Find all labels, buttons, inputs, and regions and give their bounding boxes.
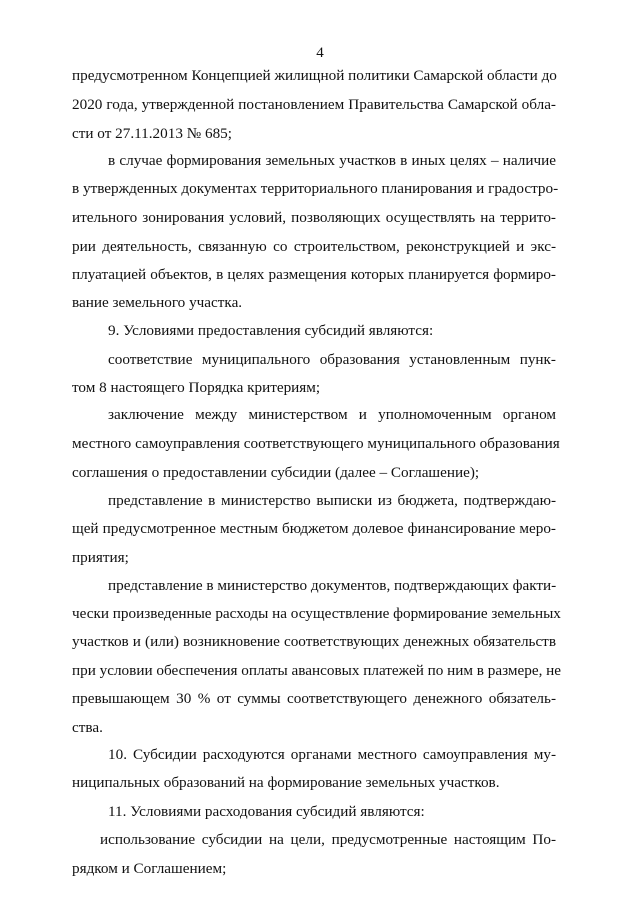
text-line: превышающем 30 % от суммы соответствующего денежного обязатель- (72, 690, 556, 707)
section-heading: 10. Субсидии расходуются органами местного самоуправления му- (108, 746, 556, 763)
section-heading: 9. Условиями предоставления субсидий являются: (108, 322, 434, 339)
text-line: заключение между министерством и уполномоченным органом (108, 406, 556, 423)
text-line: ниципальных образований на формирование земельных участков. (72, 774, 500, 791)
text-line: 2020 года, утвержденной постановлением Правительства Самарской обла- (72, 96, 556, 113)
text-line: сти от 27.11.2013 № 685; (72, 125, 232, 142)
text-line: плуатацией объектов, в целях размещения которых планируется формиро- (72, 266, 556, 283)
text-line: местного самоуправления соответствующего муниципального образования (72, 435, 560, 452)
text-line: соответствие муниципального образования установленным пунк- (108, 351, 556, 368)
text-line: соглашения о предоставлении субсидии (далее – Соглашение); (72, 464, 480, 481)
section-heading: 11. Условиями расходования субсидий являются: (108, 803, 425, 820)
page-number: 4 (316, 45, 324, 61)
text-line: щей предусмотренное местным бюджетом долевое финансирование меро- (72, 520, 556, 537)
text-line: представление в министерство документов, подтверждающих факти- (108, 577, 557, 594)
text-line: в случае формирования земельных участков в иных целях – наличие (108, 152, 556, 169)
text-line: ства. (72, 719, 103, 736)
text-line: участков и (или) возникновение соответствующих денежных обязательств (72, 633, 556, 650)
text-line: рии деятельность, связанную со строительством, реконструкцией и экс- (72, 238, 556, 255)
text-line: том 8 настоящего Порядка критериям; (72, 379, 321, 396)
text-line: в утвержденных документах территориального планирования и градостро- (72, 180, 559, 197)
text-line: ительного зонирования условий, позволяющих осуществлять на террито- (72, 209, 556, 226)
text-line: чески произведенные расходы на осуществление формирование земельных (72, 605, 561, 622)
text-line: при условии обеспечения оплаты авансовых платежей по ним в размере, не (72, 662, 562, 679)
text-line: рядком и Соглашением; (72, 860, 227, 877)
text-line: представление в министерство выписки из бюджета, подтверждаю- (108, 492, 556, 509)
text-line: предусмотренном Концепцией жилищной политики Самарской области до (72, 67, 557, 84)
text-line: приятия; (72, 549, 129, 566)
text-line: вание земельного участка. (72, 294, 243, 311)
text-line: использование субсидии на цели, предусмотренные настоящим По- (100, 831, 556, 848)
